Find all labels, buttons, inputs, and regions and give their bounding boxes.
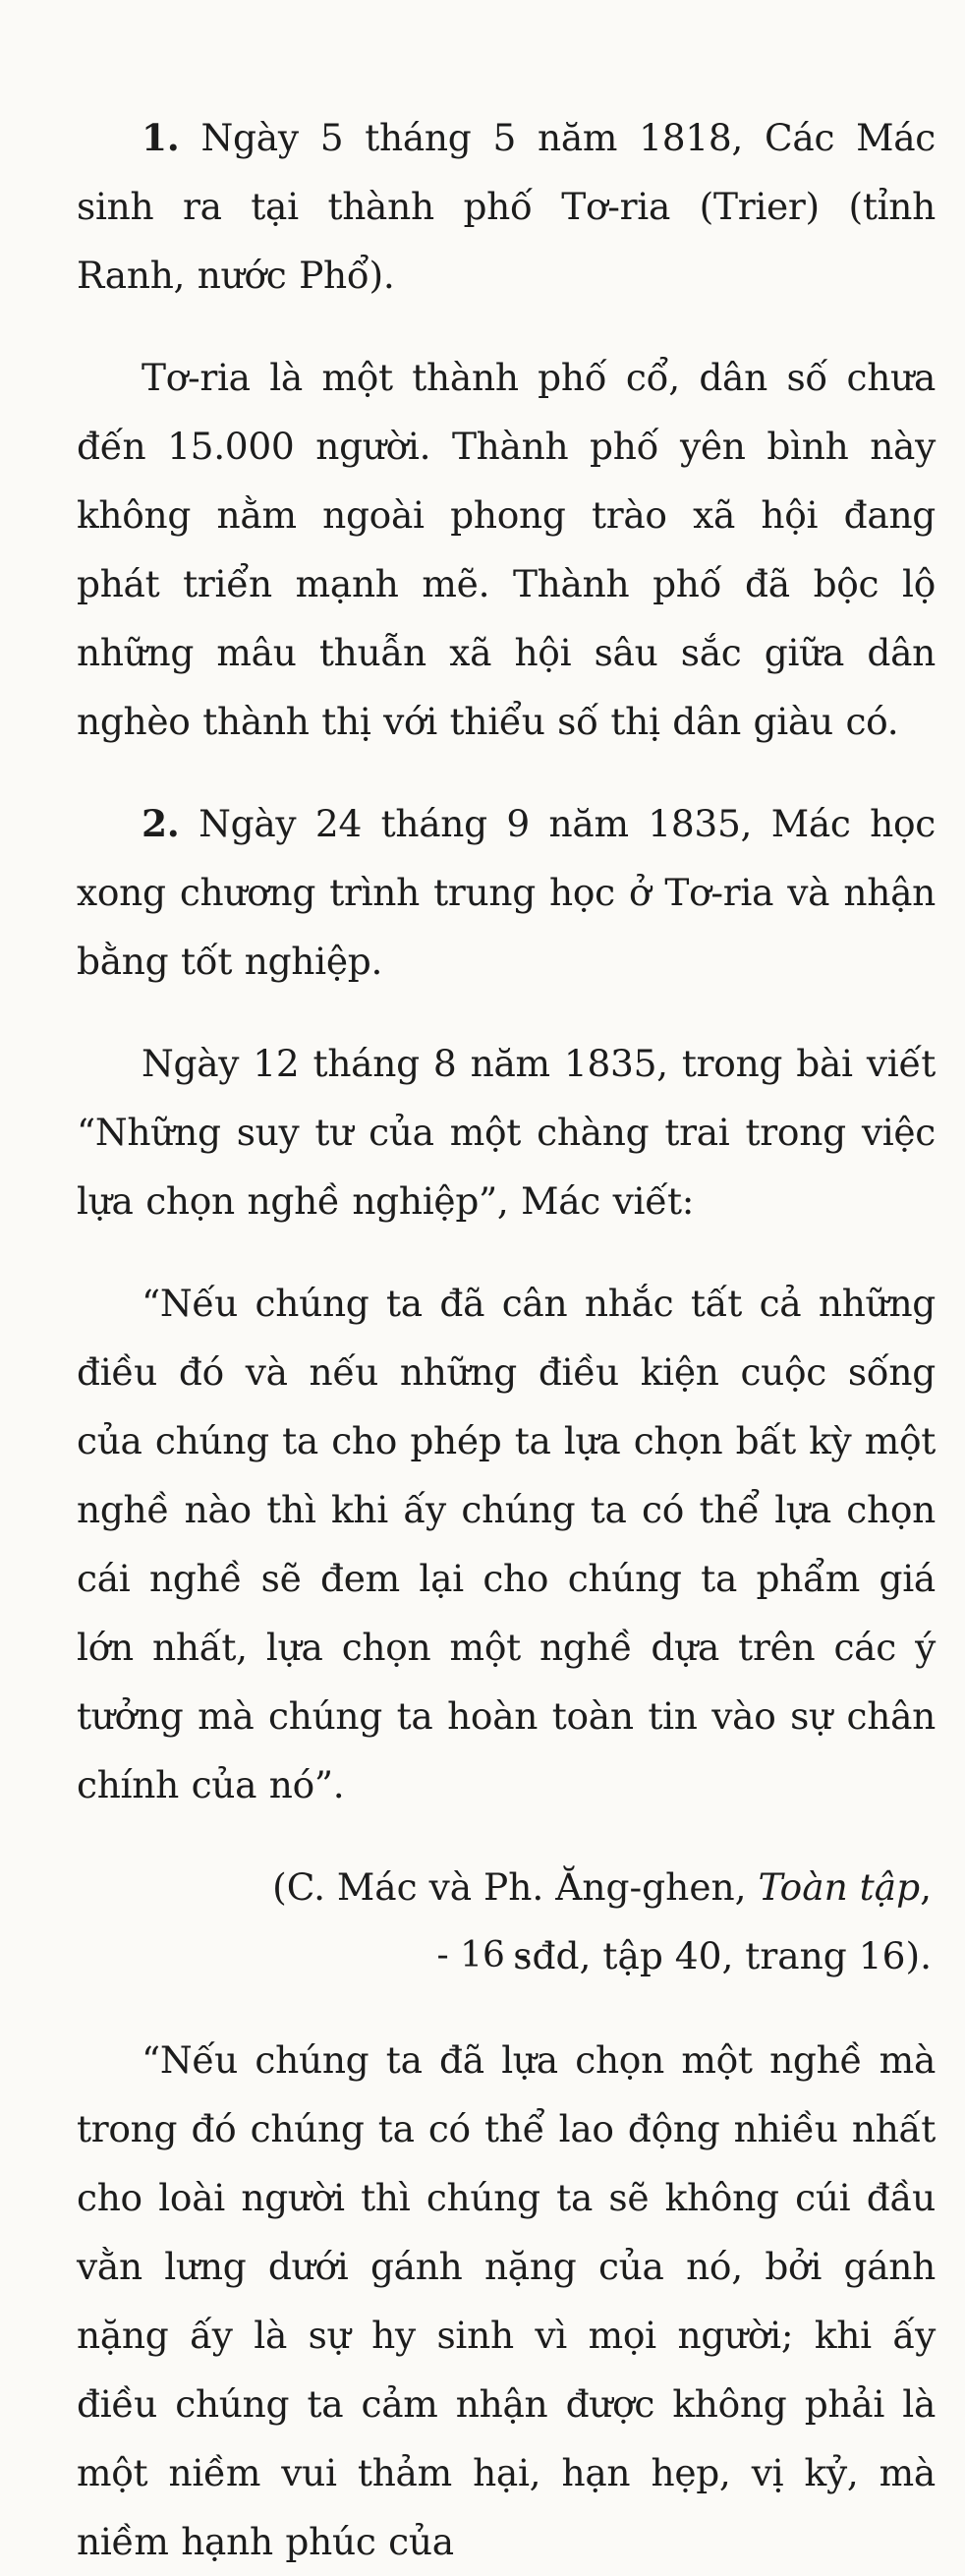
page-number: - 16 - [436,1935,529,1975]
citation-suffix: , [920,1865,932,1909]
paragraph-graduation [77,789,936,996]
citation-line-1 [77,1853,932,1921]
quote-paragraph-1: “Nếu chúng ta đã cân nhắc tất cả những điều đó và nếu những điều kiện cuộc sống của chúng ta cho phép ta lựa chọn bất kỳ một nghề nào thì khi ấy chúng ta có thể lựa chọn cái nghề sẽ đem lại cho chúng ta phẩm giá lớn nhất, lựa chọn một nghề dựa trên các ý tưởng mà chúng ta hoàn toàn tin vào sự chân chính của nó”. [77,1282,936,1806]
paragraph-birth-text: Ngày 5 tháng 5 năm 1818, Các Mác sinh ra tại thành phố Tơ-ria (Trier) (tỉnh Ranh, nước Phổ). [77,116,936,297]
section-number-2: 2. [142,802,180,845]
quote-paragraph-2: “Nếu chúng ta đã lựa chọn một nghề mà trong đó chúng ta có thể lao động nhiều nhất cho loài người thì chúng ta sẽ không cúi đầu vằn lưng dưới gánh nặng của nó, bởi gánh nặng ấy là sự hy sinh vì mọi người; khi ấy điều chúng ta cảm nhận được không phải là một niềm vui thảm hại, hạn hẹp, vị kỷ, mà niềm hạnh phúc của [77,2038,936,2563]
citation-title: Toàn tập [758,1865,921,1909]
citation-line-2: sđd, tập 40, trang 16). [513,1934,932,1977]
paragraph-graduation-text: Ngày 24 tháng 9 năm 1835, Mác học xong chương trình trung học ở Tơ-ria và nhận bằng tốt nghiệp. [77,802,936,983]
paragraph-birth [77,103,936,310]
section-number-1: 1. [142,116,180,159]
citation-prefix: (C. Mác và Ph. Ăng-ghen, [272,1865,759,1909]
paragraph-essay-intro: Ngày 12 tháng 8 năm 1835, trong bài viết “Những suy tư của một chàng trai trong việc lựa chọn nghề nghiệp”, Mác viết: [77,1042,936,1223]
paragraph-trier: Tơ-ria là một thành phố cổ, dân số chưa đến 15.000 người. Thành phố yên bình này không nằm ngoài phong trào xã hội đang phát triển mạnh mẽ. Thành phố đã bộc lộ những mâu thuẫn xã hội sâu sắc giữa dân nghèo thành thị với thiểu số thị dân giàu có. [77,356,936,743]
